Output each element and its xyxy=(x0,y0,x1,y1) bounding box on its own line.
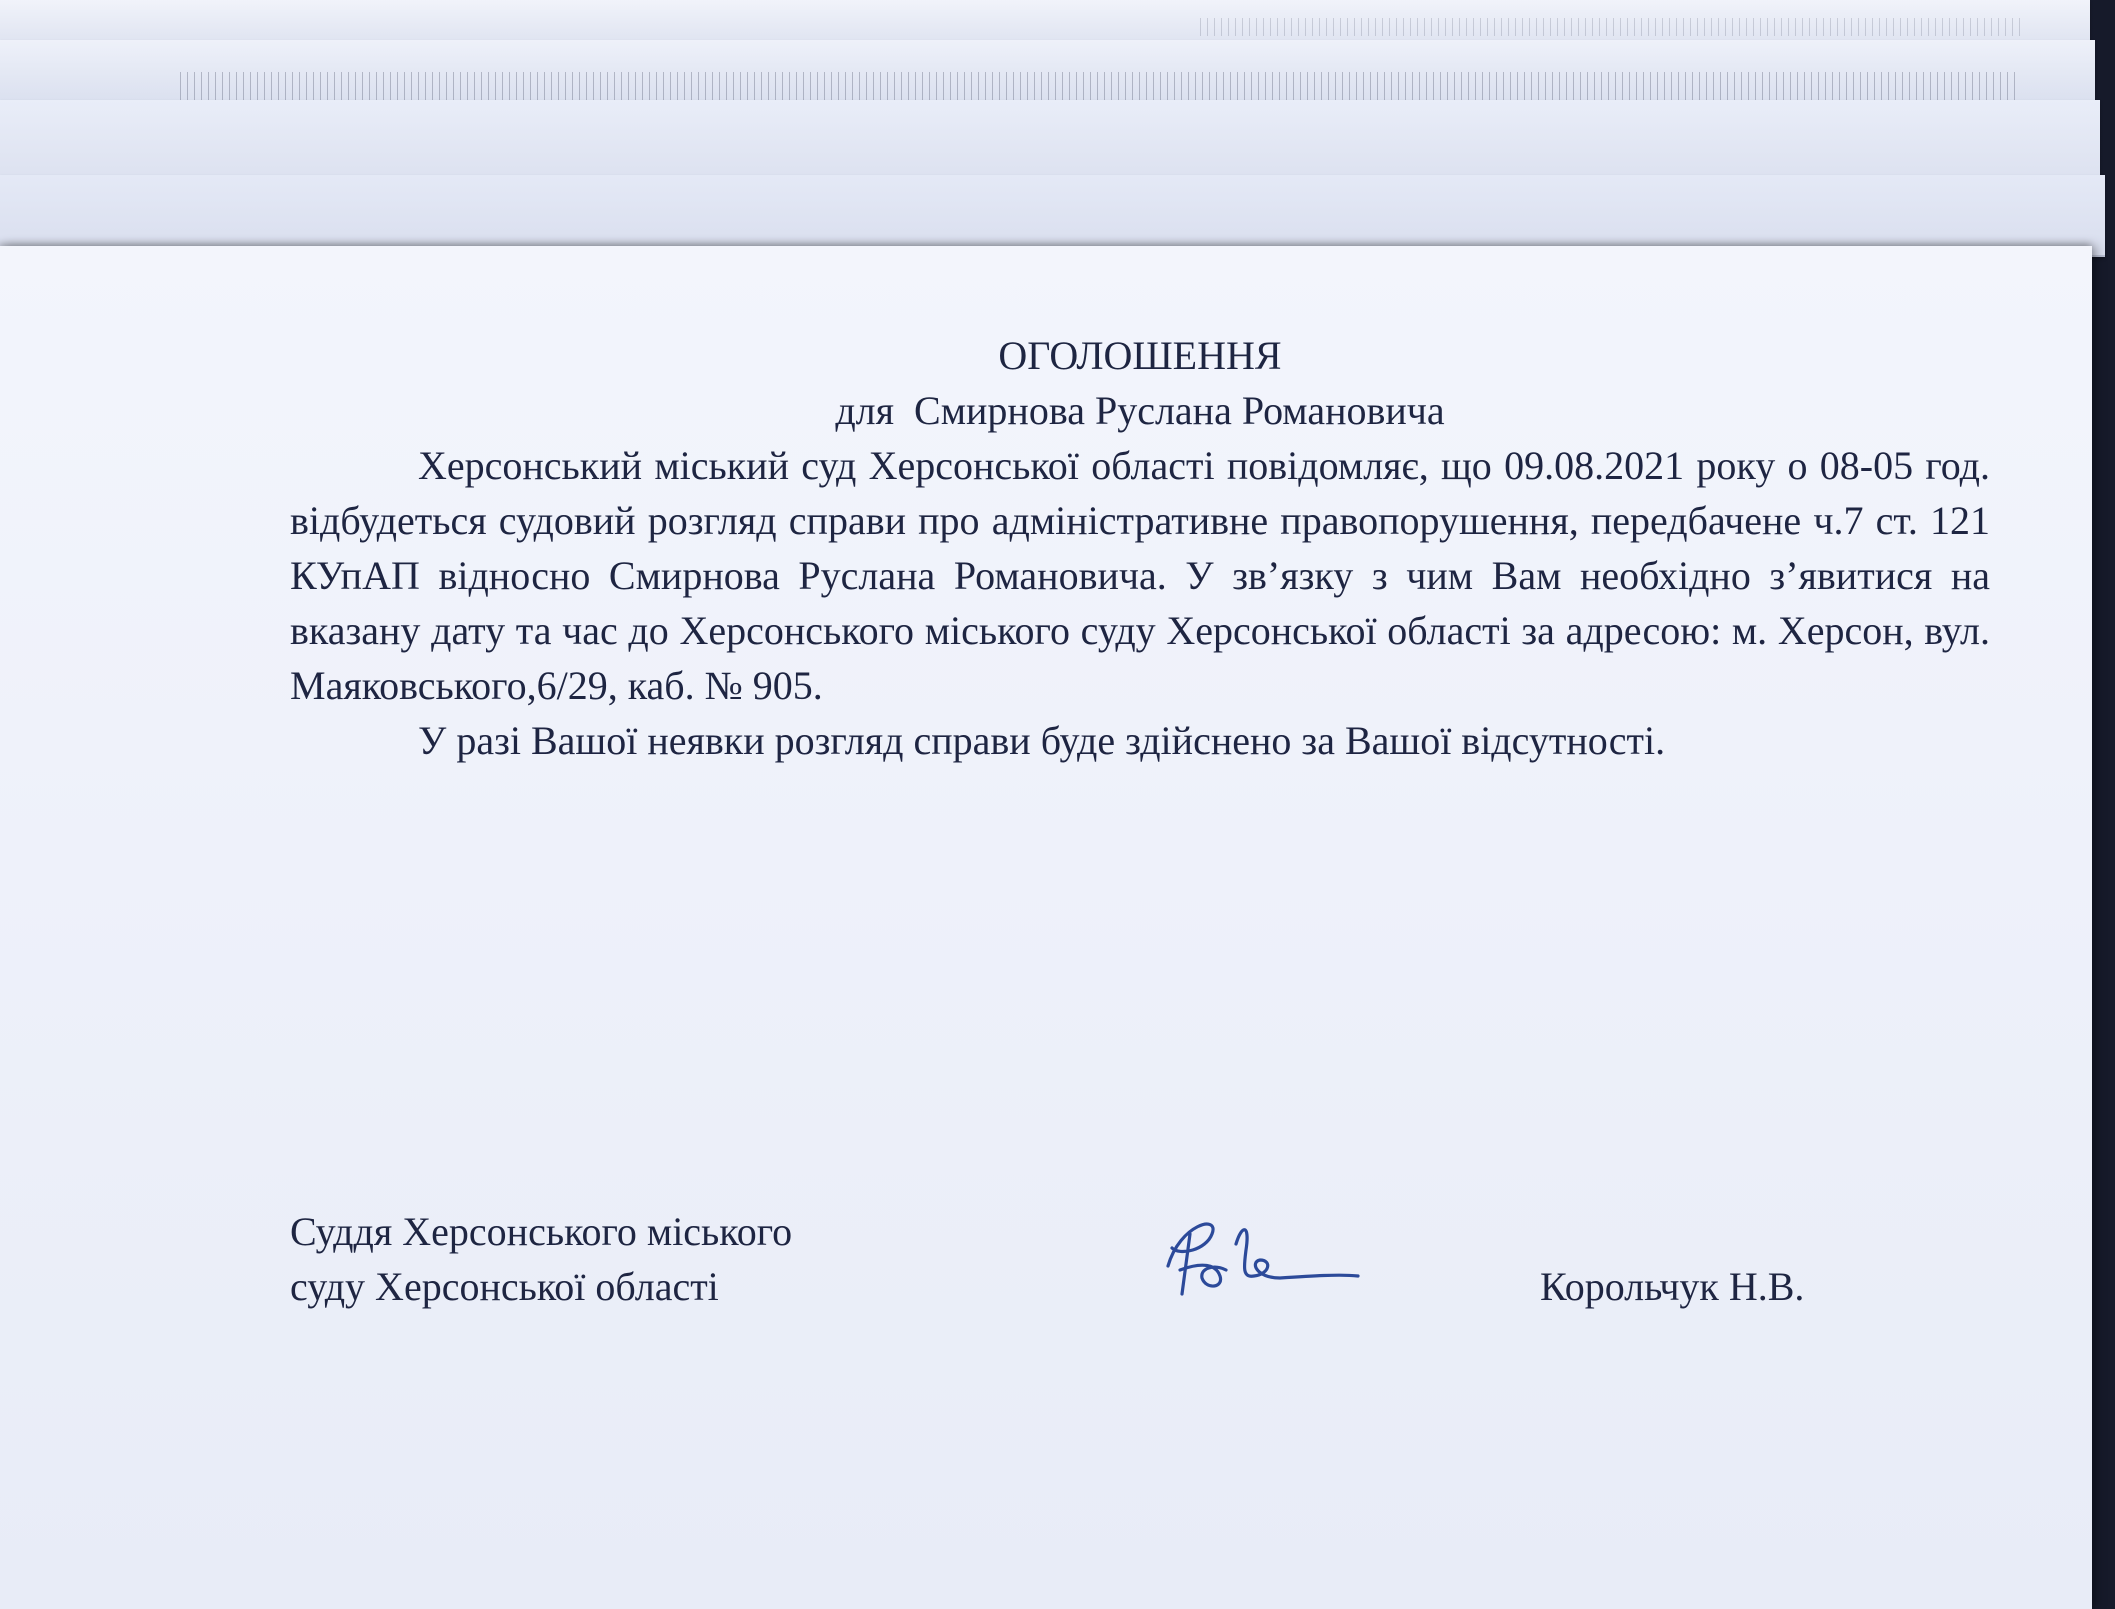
judge-title xyxy=(290,1204,990,1314)
judge-name: Корольчук Н.В. xyxy=(1540,1264,1805,1309)
sheet-edge-marks xyxy=(1200,18,2020,36)
notice-title: ОГОЛОШЕННЯ xyxy=(998,333,1282,378)
judge-title-line: суду Херсонської області xyxy=(290,1264,719,1309)
signature-block xyxy=(290,1204,1990,1324)
handwritten-signature xyxy=(1150,1204,1370,1314)
notice-recipient: для Смирнова Руслана Романовича xyxy=(835,388,1445,433)
notice-body xyxy=(290,328,1990,768)
notice-paragraph: Херсонський міський суд Херсонської області повідомляє, що 09.08.2021 року о 08-05 год. відбудеться судовий розгляд справи про адміністративне правопорушення, передбачене ч.7 ст. 121 КУпАП відносно Смирнова Руслана Романовича. У зв’язку з чим Вам необхідно з’явитися на вказану дату та час до Херсонського міського суду Херсонської області за адресою: м. Херсон, вул. Маяковського,6/29, каб. № 905. xyxy=(290,443,1990,708)
notice-paragraph: У разі Вашої неявки розгляд справи буде здійснено за Вашої відсутності. xyxy=(418,718,1666,763)
background-sheet xyxy=(0,175,2105,257)
judge-title-line: Суддя Херсонського міського xyxy=(290,1209,793,1254)
